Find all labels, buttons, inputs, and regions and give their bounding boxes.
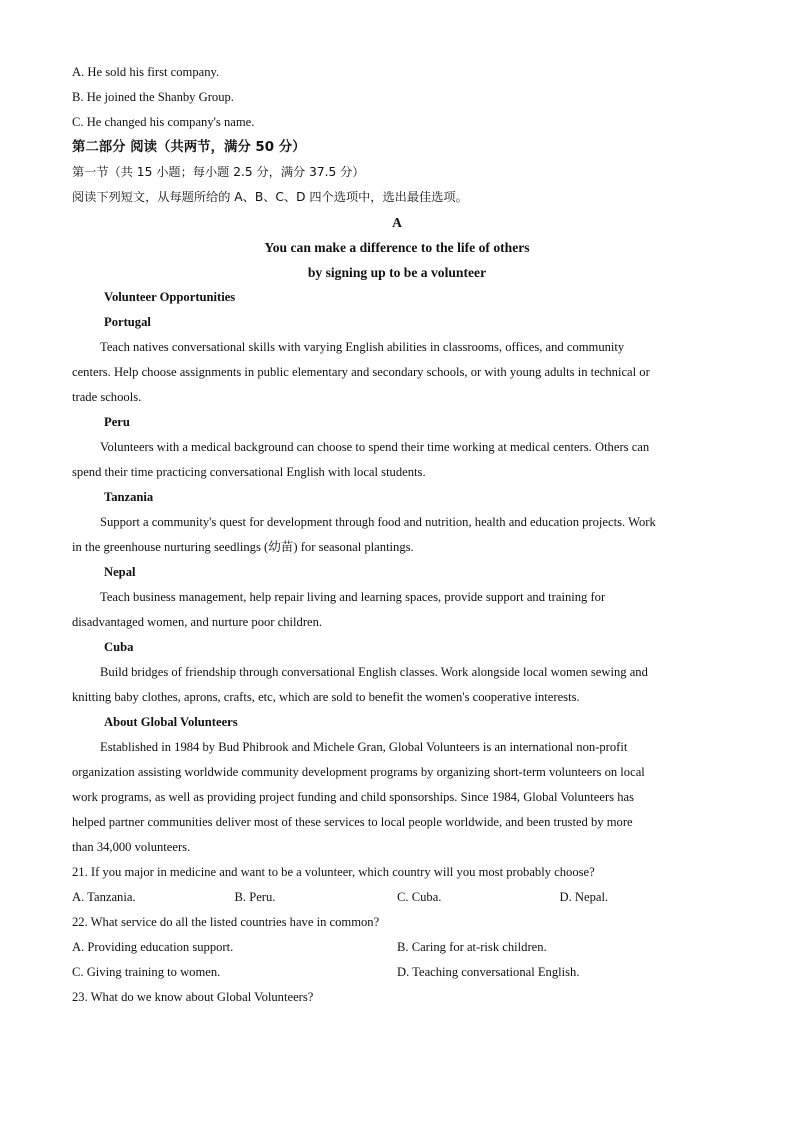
paragraph-line: trade schools. bbox=[72, 390, 142, 404]
country-heading-peru: Peru bbox=[104, 415, 130, 429]
paragraph-line: Volunteers with a medical background can choose to spend their time working at medical centers. Others can bbox=[100, 440, 650, 454]
section-heading: 第二部分 阅读（共两节，满分 50 分） bbox=[72, 140, 306, 155]
paragraph-line: Support a community's quest for development through food and nutrition, health and education projects. Work bbox=[100, 515, 656, 529]
opportunities-heading: Volunteer Opportunities bbox=[104, 290, 236, 304]
paragraph-line: knitting baby clothes, aprons, crafts, etc, which are sold to benefit the women's cooperative interests. bbox=[72, 690, 580, 704]
country-heading-cuba: Cuba bbox=[104, 640, 134, 654]
question-stem-21: 21. If you major in medicine and want to be a volunteer, which country will you most probably choose? bbox=[72, 865, 595, 879]
option-c: C. Giving training to women. bbox=[72, 965, 221, 979]
question-stem-22: 22. What service do all the listed countries have in common? bbox=[72, 915, 380, 929]
country-heading-tanzania: Tanzania bbox=[104, 490, 154, 504]
about-heading: About Global Volunteers bbox=[104, 715, 238, 729]
option-line: B. He joined the Shanby Group. bbox=[72, 90, 234, 104]
passage-title-line-2: by signing up to be a volunteer bbox=[307, 265, 487, 280]
paragraph-line: organization assisting worldwide community development programs by organizing short-term volunteers on local bbox=[72, 765, 645, 779]
country-paragraph-peru bbox=[72, 435, 722, 485]
country-heading-nepal: Nepal bbox=[104, 565, 136, 579]
paragraph-line: Teach business management, help repair living and learning spaces, provide support and training for bbox=[100, 590, 606, 604]
question-options-22-row-1 bbox=[72, 935, 722, 960]
section-subheading: 第一节（共 15 小题；每小题 2.5 分，满分 37.5 分） bbox=[72, 165, 365, 179]
option-c: C. Cuba. bbox=[397, 890, 442, 904]
passage-letter: A bbox=[392, 215, 402, 230]
paragraph-line: work programs, as well as providing project funding and child sponsorships. Since 1984, Global Volunteers has bbox=[72, 790, 634, 804]
country-heading-portugal: Portugal bbox=[104, 315, 151, 329]
exam-page bbox=[72, 60, 722, 1010]
paragraph-line: centers. Help choose assignments in public elementary and secondary schools, or with young adults in technical or bbox=[72, 365, 650, 379]
option-b: B. Caring for at-risk children. bbox=[397, 940, 547, 954]
country-paragraph-tanzania bbox=[72, 510, 722, 560]
paragraph-line: spend their time practicing conversational English with local students. bbox=[72, 465, 426, 479]
paragraph-line: Established in 1984 by Bud Phibrook and Michele Gran, Global Volunteers is an international non-profit bbox=[100, 740, 628, 754]
option-line: A. He sold his first company. bbox=[72, 65, 220, 79]
option-line: C. He changed his company's name. bbox=[72, 115, 255, 129]
country-paragraph-cuba bbox=[72, 660, 722, 710]
question-options-21 bbox=[72, 885, 722, 910]
question-options-22-row-2 bbox=[72, 960, 722, 985]
option-a: A. Tanzania. bbox=[72, 890, 136, 904]
paragraph-line: disadvantaged women, and nurture poor children. bbox=[72, 615, 323, 629]
paragraph-line: than 34,000 volunteers. bbox=[72, 840, 191, 854]
about-paragraph bbox=[72, 735, 722, 860]
paragraph-line: in the greenhouse nurturing seedlings (幼苗) for seasonal plantings. bbox=[72, 540, 414, 554]
paragraph-line: helped partner communities deliver most of these services to local people worldwide, and been trusted by more bbox=[72, 815, 633, 829]
passage-title-line-1: You can make a difference to the life of others bbox=[264, 240, 530, 255]
country-paragraph-nepal bbox=[72, 585, 722, 635]
option-b: B. Peru. bbox=[234, 890, 276, 904]
option-a: A. Providing education support. bbox=[72, 940, 234, 954]
country-paragraph-portugal bbox=[72, 335, 722, 410]
paragraph-line: Teach natives conversational skills with varying English abilities in classrooms, offices, and community bbox=[100, 340, 625, 354]
paragraph-line: Build bridges of friendship through conversational English classes. Work alongside local women sewing and bbox=[100, 665, 648, 679]
option-d: D. Nepal. bbox=[559, 890, 609, 904]
question-stem-23: 23. What do we know about Global Volunteers? bbox=[72, 990, 314, 1004]
section-instruction: 阅读下列短文，从每题所给的 A、B、C、D 四个选项中，选出最佳选项。 bbox=[72, 190, 468, 204]
option-d: D. Teaching conversational English. bbox=[397, 965, 580, 979]
